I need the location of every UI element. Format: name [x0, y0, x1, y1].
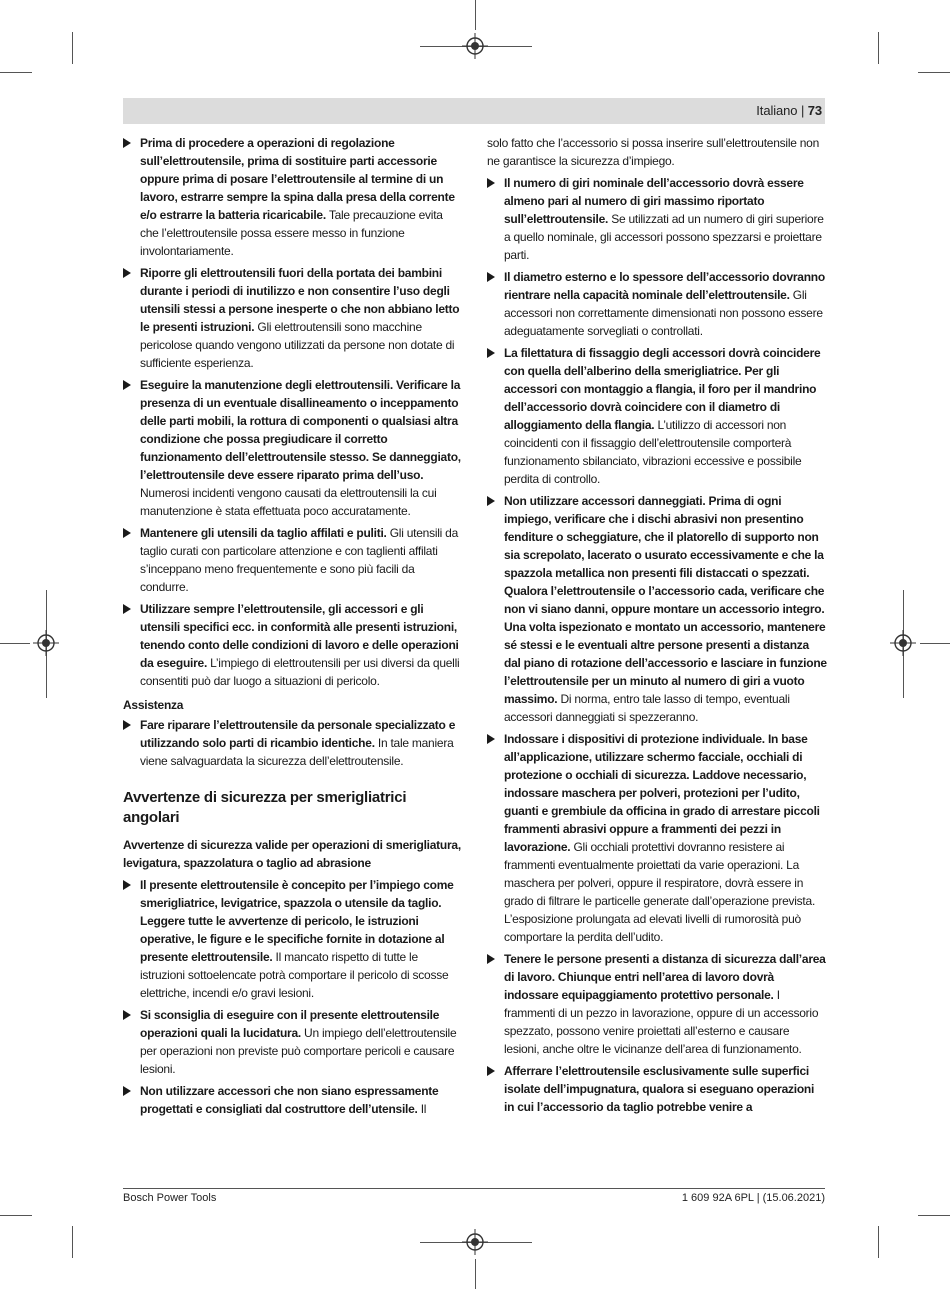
footer-divider — [123, 1188, 825, 1189]
bullet-arrow-icon — [487, 734, 495, 744]
item-text: In tale maniera viene salvaguardata la sicurezza dell’elettroutensile. — [140, 736, 454, 768]
crop-mark — [0, 72, 32, 73]
item-text: Se utilizzati ad un numero di giri superiore a quello nominale, gli accessori possono spezzarsi e proiettare parti. — [504, 212, 824, 262]
footer-brand: Bosch Power Tools — [123, 1192, 217, 1204]
section-subtitle: Avvertenze di sicurezza valide per operazioni di smerigliatura, levigatura, spazzolatura o taglio ad abrasione — [123, 838, 461, 870]
bullet-arrow-icon — [123, 138, 131, 148]
bullet-arrow-icon — [487, 954, 495, 964]
crop-mark — [72, 1226, 73, 1258]
item-text: Di norma, entro tale lasso di tempo, eventuali accessori danneggiati si spezzeranno. — [504, 692, 790, 724]
left-column — [123, 134, 461, 1122]
list-item — [123, 524, 461, 596]
list-item — [123, 1006, 461, 1078]
item-text: Gli occhiali protettivi dovranno resistere ai frammenti eventualmente proiettati da varie operazioni. La maschera per polveri, oppure il respiratore, dovrà essere in grado di filtrare le particelle generate dall’operazione prevista. L’esposizione prolungata ad elevati livelli di rumorosità può comportare la perdita dell’udito. — [504, 840, 816, 944]
item-text: Gli utensili da taglio curati con particolare attenzione e con taglienti affilati s’inceppano meno frequentemente e sono più facili da condurre. — [140, 526, 458, 594]
bullet-arrow-icon — [487, 348, 495, 358]
list-item — [123, 264, 461, 372]
item-bold-text: Eseguire la manutenzione degli elettroutensili. Verificare la presenza di un eventuale disallineamento o inceppamento delle parti mobili, la rottura di componenti o qualsiasi altra condizione che possa pregiudicare il corretto funzionamento dell’elettroutensile stesso. Se danneggiato, l’elettroutensile deve essere riparato prima dell’uso. — [140, 378, 461, 482]
crop-mark — [918, 72, 950, 73]
bullet-arrow-icon — [487, 1066, 495, 1076]
item-bold-text: Utilizzare sempre l’elettroutensile, gli accessori e gli utensili specifici ecc. in conformità alle presenti istruzioni, tenendo conto delle condizioni di lavoro e delle operazioni da eseguire. — [140, 602, 459, 670]
page-header — [756, 103, 822, 118]
list-item — [487, 492, 827, 726]
bullet-arrow-icon — [487, 178, 495, 188]
item-text: L’impiego di elettroutensili per usi diversi da quelli consentiti può dar luogo a situazioni di pericolo. — [140, 656, 460, 688]
item-bold-text: Mantenere gli utensili da taglio affilati e puliti. — [140, 526, 387, 540]
continuation-text: solo fatto che l’accessorio si possa inserire sull’elettroutensile non ne garantisce la sicurezza d’impiego. — [487, 136, 820, 168]
list-item — [487, 344, 827, 488]
item-bold-text: Il diametro esterno e lo spessore dell’accessorio dovranno rientrare nella capacità nominale dell’elettroutensile. — [504, 270, 825, 302]
list-item — [123, 716, 461, 770]
header-band — [123, 98, 825, 124]
item-bold-text: Riporre gli elettroutensili fuori della portata dei bambini durante i periodi di inutilizzo e non consentire l’uso degli utensili stessi a persone inesperte o che non abbiano letto le presenti istruzioni. — [140, 266, 460, 334]
item-text: I frammenti di un pezzo in lavorazione, oppure di un accessorio spezzato, possono venire proiettati all’esterno e causare lesioni, anche oltre le vicinanze dell’area di funzionamento. — [504, 988, 819, 1056]
bullet-arrow-icon — [487, 272, 495, 282]
crop-mark — [918, 1215, 950, 1216]
list-item — [487, 268, 827, 340]
item-bold-text: Indossare i dispositivi di protezione individuale. In base all’applicazione, utilizzare schermo facciale, occhiali di protezione o occhiali di sicurezza. Laddove necessario, indossare maschera per polveri, protezioni per l’udito, guanti e grembiule da officina in grado di arrestare piccoli frammenti abrasivi oppure a frammenti dei pezzi in lavorazione. — [504, 732, 820, 854]
item-bold-text: Tenere le persone presenti a distanza di sicurezza dall’area di lavoro. Chiunque entri nell’area di lavoro dovrà indossare equipaggiamento protettivo personale. — [504, 952, 826, 1002]
item-text: Gli accessori non correttamente dimensionati non possono essere adeguatamente sorvegliati o controllati. — [504, 288, 823, 338]
section-title: Avvertenze di sicurezza per smerigliatrici angolari — [123, 789, 407, 826]
bullet-arrow-icon — [487, 496, 495, 506]
bullet-arrow-icon — [123, 880, 131, 890]
item-text: L’utilizzo di accessori non coincidenti con il fissaggio dell’elettroutensile comporterà funzionamento sbilanciato, vibrazioni eccessive e possibile perdita di controllo. — [504, 418, 802, 486]
item-bold-text: Il numero di giri nominale dell’accessorio dovrà essere almeno pari al numero di giri massimo riportato sull’elettroutensile. — [504, 176, 804, 226]
registration-mark-icon — [890, 630, 916, 656]
item-bold-text: Si sconsiglia di eseguire con il presente elettroutensile operazioni quali la lucidatura. — [140, 1008, 440, 1040]
page-number: 73 — [807, 103, 822, 118]
item-text: Il mancato rispetto di tutte le istruzioni sottoelencate potrà comportare il pericolo di scosse elettriche, incendi e/o gravi lesioni. — [140, 950, 449, 1000]
crop-mark — [72, 32, 73, 64]
footer-document-id: 1 609 92A 6PL | (15.06.2021) — [681, 1192, 825, 1204]
crop-mark — [920, 643, 950, 644]
registration-mark-icon — [462, 1229, 488, 1255]
list-item — [123, 134, 461, 260]
crop-mark — [878, 1226, 879, 1258]
item-bold-text: Prima di procedere a operazioni di regolazione sull’elettroutensile, prima di sostituire parti accessorie oppure prima di posare l’elettroutensile al termine di un lavoro, estrarre sempre la spina dalla presa della corrente e/o estrarre la batteria ricaricabile. — [140, 136, 455, 222]
bullet-arrow-icon — [123, 1010, 131, 1020]
crop-mark — [475, 1259, 476, 1289]
assistance-heading: Assistenza — [123, 698, 184, 712]
list-item — [487, 174, 827, 264]
item-bold-text: Non utilizzare accessori che non siano espressamente progettati e consigliati dal costruttore dell’utensile. — [140, 1084, 439, 1116]
item-bold-text: La filettatura di fissaggio degli accessori dovrà coincidere con quella dell’alberino della smerigliatrice. Per gli accessori con montaggio a flangia, il foro per il mandrino dell’accessorio dovrà coincidere con il diametro di alloggiamento della flangia. — [504, 346, 821, 432]
bullet-arrow-icon — [123, 720, 131, 730]
list-item — [123, 600, 461, 690]
item-bold-text: Fare riparare l’elettroutensile da personale specializzato e utilizzando solo parti di ricambio identiche. — [140, 718, 456, 750]
right-column — [487, 134, 827, 1120]
item-text: Tale precauzione evita che l’elettroutensile possa essere messo in funzione involontariamente. — [140, 208, 443, 258]
bullet-arrow-icon — [123, 268, 131, 278]
item-bold-text: Il presente elettroutensile è concepito per l’impiego come smerigliatrice, levigatrice, spazzola o utensile da taglio. Leggere tutte le avvertenze di pericolo, le istruzioni operative, le figure e le specifiche fornite in dotazione al presente elettroutensile. — [140, 878, 454, 964]
list-item — [123, 1082, 461, 1118]
list-item — [487, 730, 827, 946]
list-item — [487, 1062, 827, 1116]
crop-mark — [878, 32, 879, 64]
crop-mark — [0, 643, 30, 644]
bullet-arrow-icon — [123, 380, 131, 390]
item-bold-text: Non utilizzare accessori danneggiati. Prima di ogni impiego, verificare che i dischi abrasivi non presentino fenditure o scheggiature, che il platorello di supporto non sia screpolato, lacerato o usurato eccessivamente e che la spazzola metallica non presenti fili distaccati o spezzati. Qualora l’elettroutensile o l’accessorio cada, verificare che non vi siano danni, oppure montare un accessorio integro. Una volta ispezionato e montato un accessorio, mantenere sé stessi e le eventuali altre persone presenti a distanza dal piano di rotazione dell’accessorio e lasciare in funzione l’elettroutensile per un minuto al numero di giri a vuoto massimo. — [504, 494, 827, 706]
registration-mark-icon — [462, 33, 488, 59]
item-text: Un impiego dell’elettroutensile per operazioni non previste può comportare pericoli e causare lesioni. — [140, 1026, 457, 1076]
bullet-arrow-icon — [123, 528, 131, 538]
bullet-arrow-icon — [123, 1086, 131, 1096]
crop-mark — [0, 1215, 32, 1216]
item-bold-text: Afferrare l’elettroutensile esclusivamente sulle superfici isolate dell’impugnatura, qualora si eseguano operazioni in cui l’accessorio da taglio potrebbe venire a — [504, 1064, 815, 1114]
item-text: Il — [417, 1102, 427, 1116]
registration-mark-icon — [33, 630, 59, 656]
item-text: Gli elettroutensili sono macchine pericolose quando vengono utilizzati da persone non dotate di sufficiente esperienza. — [140, 320, 455, 370]
list-item — [123, 376, 461, 520]
item-text: Numerosi incidenti vengono causati da elettroutensili la cui manutenzione è stata effettuata poco accuratamente. — [140, 486, 437, 518]
header-language: Italiano — [756, 103, 798, 118]
bullet-arrow-icon — [123, 604, 131, 614]
list-item — [123, 876, 461, 1002]
crop-mark — [475, 0, 476, 30]
header-separator: | — [800, 103, 805, 118]
list-item — [487, 950, 827, 1058]
